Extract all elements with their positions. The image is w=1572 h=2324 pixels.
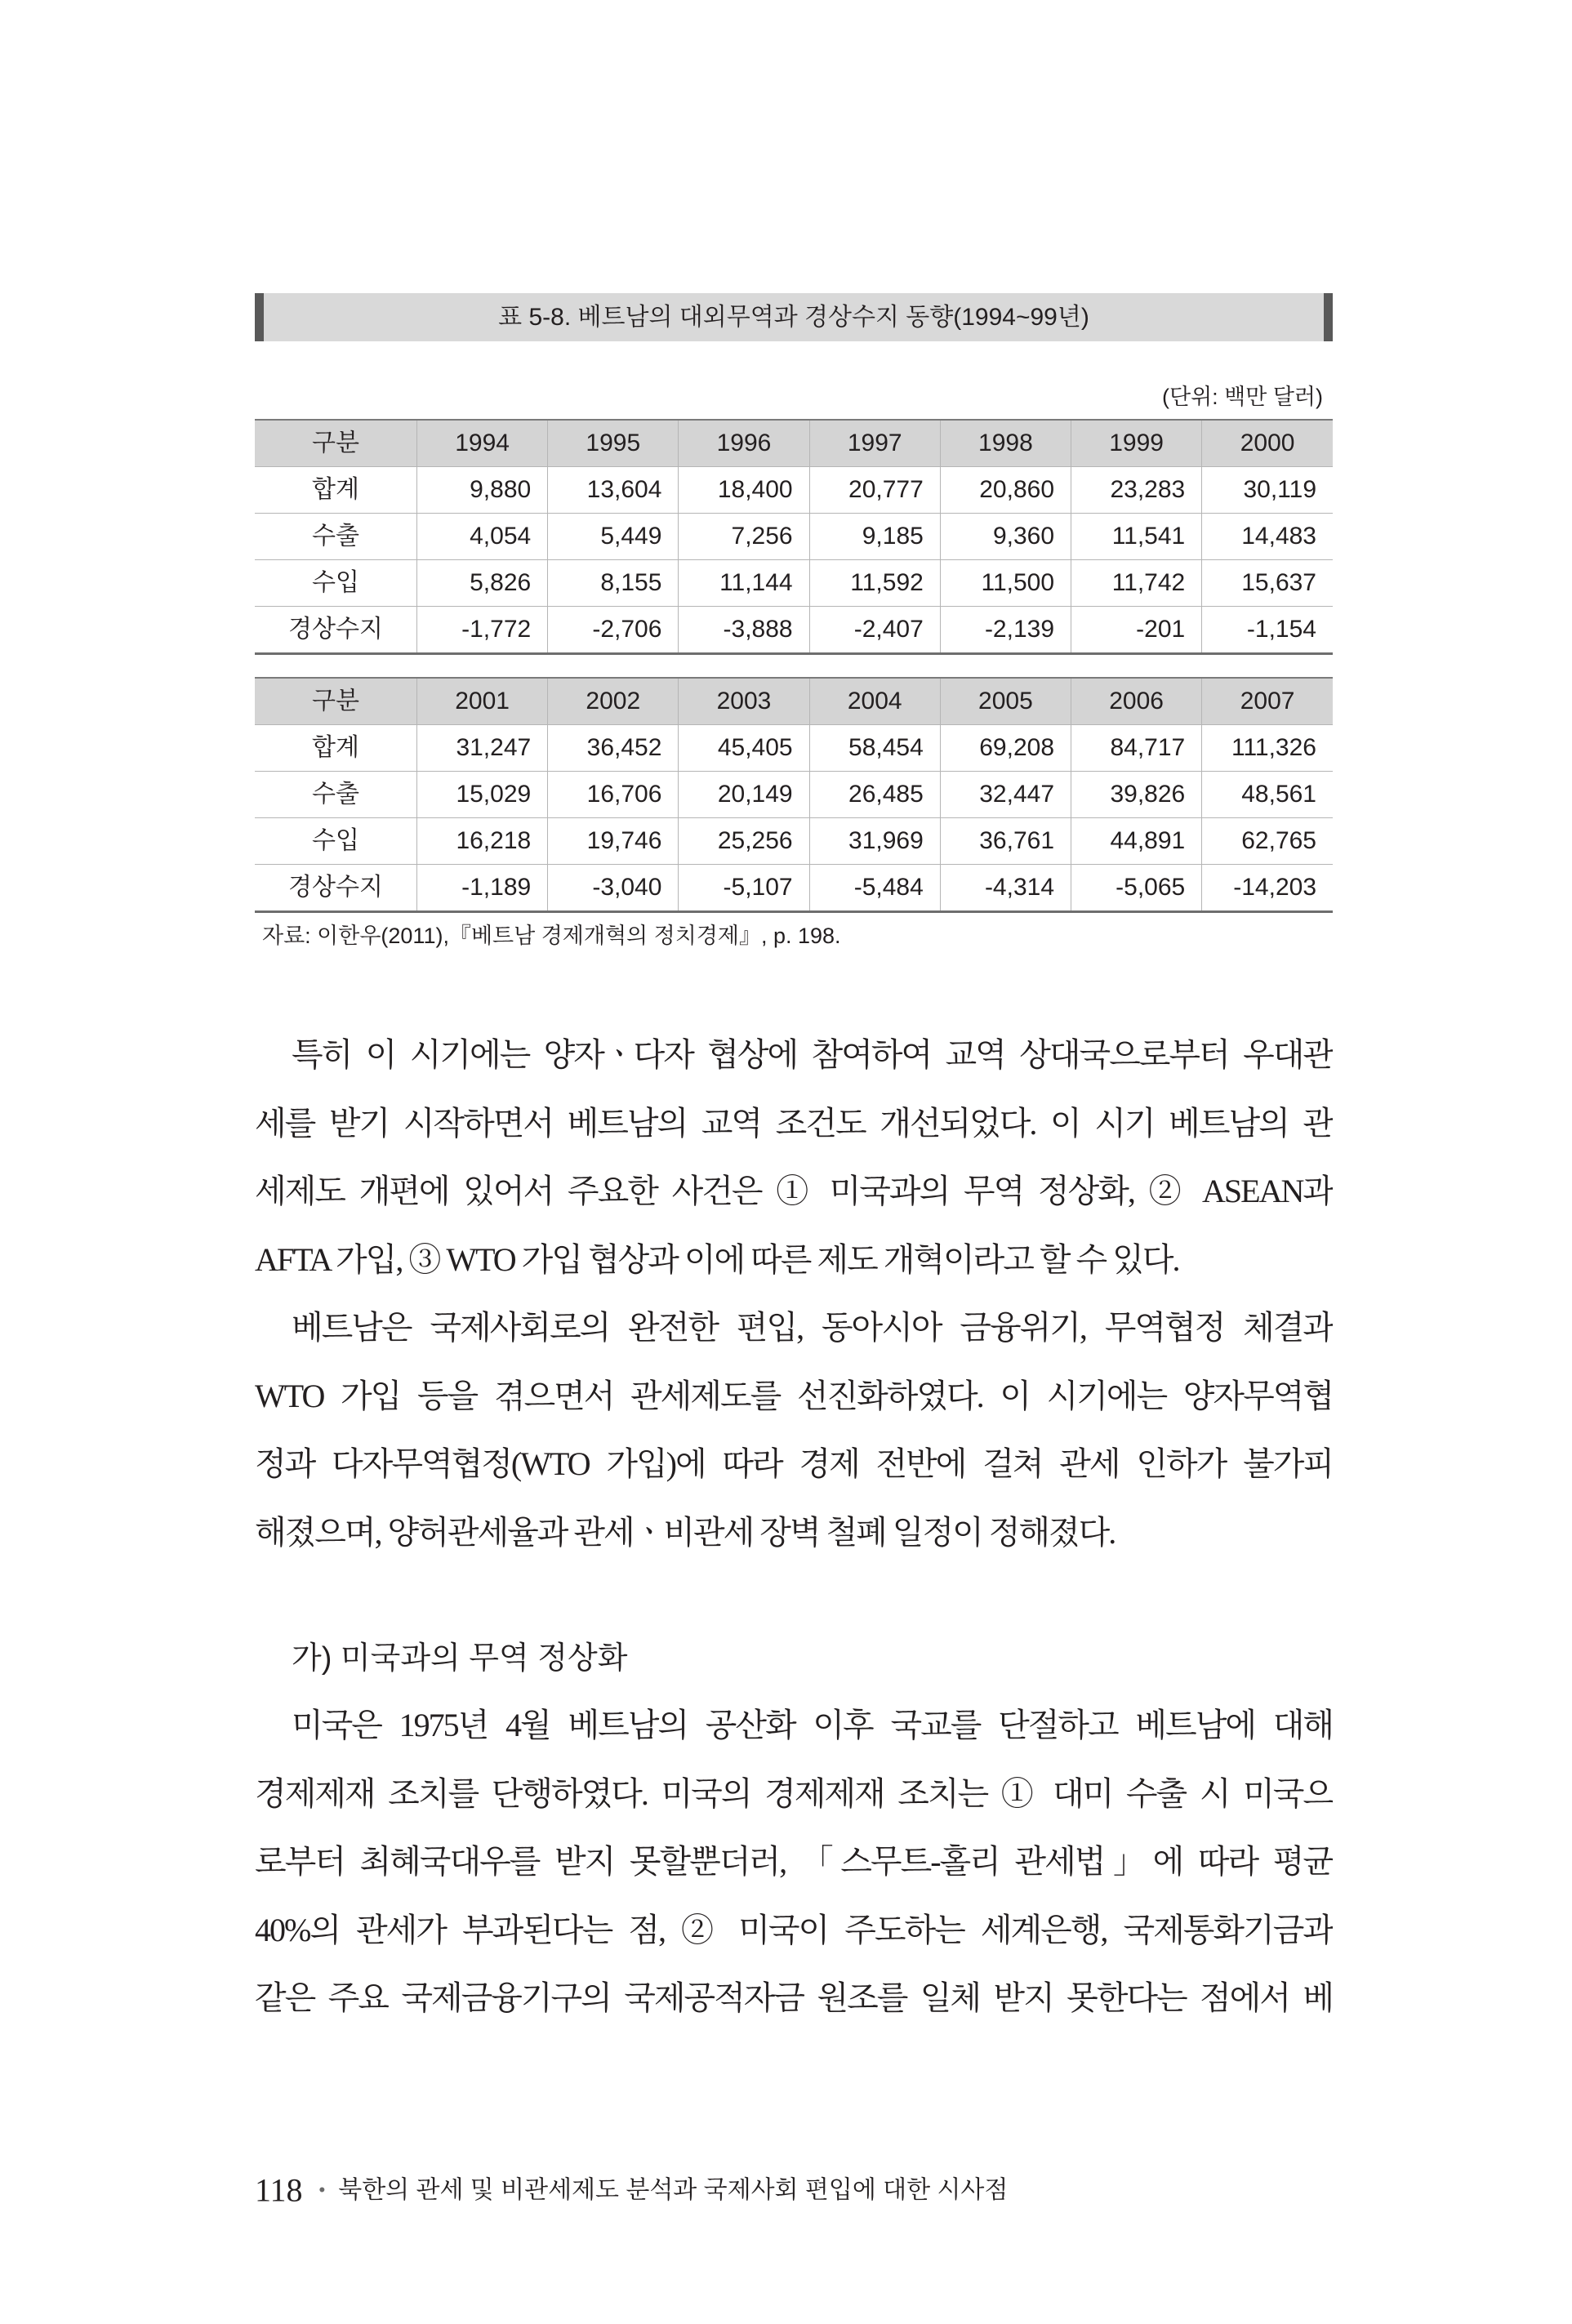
- text-line: 특히 이 시기에는 양자ㆍ다자 협상에 참여하여 교역 상대국으로부터 우대관: [292, 1036, 1333, 1073]
- text-line: 로부터 최혜국대우를 받지 못할뿐더러, 「스무트-홀리 관세법」에 따라 평균: [255, 1843, 1333, 1880]
- table-cell: 111,326: [1202, 725, 1333, 772]
- text-line: 같은 주요 국제금융기구의 국제공적자금 원조를 일체 받지 못한다는 점에서 베: [255, 1979, 1333, 2016]
- header-cell-year: 2000: [1202, 420, 1333, 467]
- table-cell: 7,256: [679, 514, 809, 560]
- table-cell: 19,746: [548, 818, 679, 865]
- table-cell: 11,500: [940, 560, 1071, 607]
- header-cell-year: 2005: [940, 678, 1071, 725]
- table-cell: -1,772: [417, 607, 548, 654]
- table-header-row: [255, 678, 1333, 725]
- title-bar-right-accent: [1324, 293, 1333, 341]
- table-cell: 32,447: [940, 772, 1071, 818]
- table-row: [255, 467, 1333, 514]
- trade-table-2001-2007: [255, 677, 1333, 913]
- table-cell: -3,888: [679, 607, 809, 654]
- header-cell-year: 2003: [679, 678, 809, 725]
- table-cell: 58,454: [809, 725, 940, 772]
- table-cell: 44,891: [1071, 818, 1202, 865]
- table-cell: 62,765: [1202, 818, 1333, 865]
- footer-bullet-icon: •: [318, 2179, 326, 2201]
- table-cell: -5,065: [1071, 865, 1202, 912]
- text-line: AFTA 가입, ③ WTO 가입 협상과 이에 따른 제도 개혁이라고 할 수 있다.: [255, 1240, 1179, 1278]
- table-cell: -2,139: [940, 607, 1071, 654]
- table-cell: 5,449: [548, 514, 679, 560]
- section-heading: 가) 미국과의 무역 정상화: [292, 1641, 628, 1676]
- table-cell: -1,189: [417, 865, 548, 912]
- table-cell: 18,400: [679, 467, 809, 514]
- header-cell-year: 2002: [548, 678, 679, 725]
- row-label: 수출: [255, 772, 417, 818]
- table-cell: 15,029: [417, 772, 548, 818]
- table-cell: -14,203: [1202, 865, 1333, 912]
- text-line: 경제제재 조치를 단행하였다. 미국의 경제제재 조치는 ① 대미 수출 시 미국으: [255, 1774, 1333, 1812]
- table-cell: 9,880: [417, 467, 548, 514]
- table-cell: 16,218: [417, 818, 548, 865]
- table-row: [255, 725, 1333, 772]
- table-cell: -2,706: [548, 607, 679, 654]
- text-line: 정과 다자무역협정(WTO 가입)에 따라 경제 전반에 걸쳐 관세 인하가 불가피: [255, 1445, 1333, 1482]
- table-cell: 16,706: [548, 772, 679, 818]
- body-paragraphs: [255, 1021, 1333, 1566]
- table-cell: -3,040: [548, 865, 679, 912]
- text-line: 세제도 개편에 있어서 주요한 사건은 ① 미국과의 무역 정상화, ② ASEAN과: [255, 1173, 1333, 1209]
- header-cell-year: 1996: [679, 420, 809, 467]
- table-row: [255, 865, 1333, 912]
- table-unit-note: (단위: 백만 달러): [1162, 385, 1323, 409]
- text-line: 미국은 1975년 4월 베트남의 공산화 이후 국교를 단절하고 베트남에 대해: [292, 1707, 1333, 1743]
- header-cell-year: 2001: [417, 678, 548, 725]
- table-cell: 36,452: [548, 725, 679, 772]
- row-label: 수입: [255, 818, 417, 865]
- table-title-bar: [255, 293, 1333, 341]
- row-label: 수출: [255, 514, 417, 560]
- row-label: 합계: [255, 467, 417, 514]
- table-cell: 84,717: [1071, 725, 1202, 772]
- header-cell-year: 1995: [548, 420, 679, 467]
- text-line: WTO 가입 등을 겪으면서 관세제도를 선진화하였다. 이 시기에는 양자무역협: [255, 1377, 1333, 1414]
- title-bar-left-accent: [255, 293, 264, 341]
- table-cell: 30,119: [1202, 467, 1333, 514]
- text-line: 40%의 관세가 부과된다는 점, ② 미국이 주도하는 세계은행, 국제통화기금과: [255, 1911, 1333, 1948]
- row-label: 합계: [255, 725, 417, 772]
- table-cell: 26,485: [809, 772, 940, 818]
- header-cell-year: 1999: [1071, 420, 1202, 467]
- table-row: [255, 818, 1333, 865]
- table-cell: 20,149: [679, 772, 809, 818]
- page-footer: [255, 2172, 1008, 2208]
- table-cell: 23,283: [1071, 467, 1202, 514]
- page-number: 118: [255, 2171, 303, 2209]
- table-cell: 11,541: [1071, 514, 1202, 560]
- text-line: 베트남은 국제사회로의 완전한 편입, 동아시아 금융위기, 무역협정 체결과: [292, 1309, 1333, 1346]
- table-cell: 11,592: [809, 560, 940, 607]
- table-cell: 39,826: [1071, 772, 1202, 818]
- table-cell: 4,054: [417, 514, 548, 560]
- header-cell-year: 2004: [809, 678, 940, 725]
- table-cell: 20,860: [940, 467, 1071, 514]
- body-paragraphs: [255, 1691, 1333, 2032]
- text-line: 해졌으며, 양허관세율과 관세ㆍ비관세 장벽 철폐 일정이 정해졌다.: [255, 1513, 1116, 1551]
- table-cell: -5,107: [679, 865, 809, 912]
- table-cell: 15,637: [1202, 560, 1333, 607]
- table-cell: 11,742: [1071, 560, 1202, 607]
- header-cell-year: 2006: [1071, 678, 1202, 725]
- header-cell-year: 2007: [1202, 678, 1333, 725]
- table-row: [255, 560, 1333, 607]
- table-cell: 11,144: [679, 560, 809, 607]
- table-cell: -2,407: [809, 607, 940, 654]
- table-cell: -5,484: [809, 865, 940, 912]
- row-label: 경상수지: [255, 865, 417, 912]
- table-cell: 36,761: [940, 818, 1071, 865]
- text-line: 세를 받기 시작하면서 베트남의 교역 조건도 개선되었다. 이 시기 베트남의 관: [255, 1104, 1333, 1142]
- table-cell: 9,360: [940, 514, 1071, 560]
- paragraph: [255, 1293, 1333, 1566]
- running-title: 북한의 관세 및 비관세제도 분석과 국제사회 편입에 대한 시사점: [338, 2176, 1009, 2204]
- table-row: [255, 607, 1333, 654]
- table-cell: 31,247: [417, 725, 548, 772]
- table-row: [255, 772, 1333, 818]
- table-cell: 31,969: [809, 818, 940, 865]
- table-cell: 8,155: [548, 560, 679, 607]
- table-cell: -4,314: [940, 865, 1071, 912]
- table-cell: 9,185: [809, 514, 940, 560]
- trade-table-1994-2000: [255, 419, 1333, 655]
- table-cell: 13,604: [548, 467, 679, 514]
- header-cell-year: 1997: [809, 420, 940, 467]
- table-cell: -1,154: [1202, 607, 1333, 654]
- table-cell: 69,208: [940, 725, 1071, 772]
- table-cell: 20,777: [809, 467, 940, 514]
- header-cell-category: 구분: [255, 420, 417, 467]
- table-header-row: [255, 420, 1333, 467]
- table-cell: -201: [1071, 607, 1202, 654]
- header-cell-year: 1998: [940, 420, 1071, 467]
- table-cell: 48,561: [1202, 772, 1333, 818]
- row-label: 수입: [255, 560, 417, 607]
- table-cell: 5,826: [417, 560, 548, 607]
- paragraph: [255, 1691, 1333, 2032]
- table-title: 표 5-8. 베트남의 대외무역과 경상수지 동향(1994~99년): [498, 304, 1089, 331]
- table-cell: 14,483: [1202, 514, 1333, 560]
- header-cell-category: 구분: [255, 678, 417, 725]
- table-source-note: 자료: 이한우(2011),『베트남 경제개혁의 정치경제』, p. 198.: [262, 924, 841, 948]
- paragraph: [255, 1021, 1333, 1293]
- table-cell: 45,405: [679, 725, 809, 772]
- table-cell: 25,256: [679, 818, 809, 865]
- header-cell-year: 1994: [417, 420, 548, 467]
- row-label: 경상수지: [255, 607, 417, 654]
- table-row: [255, 514, 1333, 560]
